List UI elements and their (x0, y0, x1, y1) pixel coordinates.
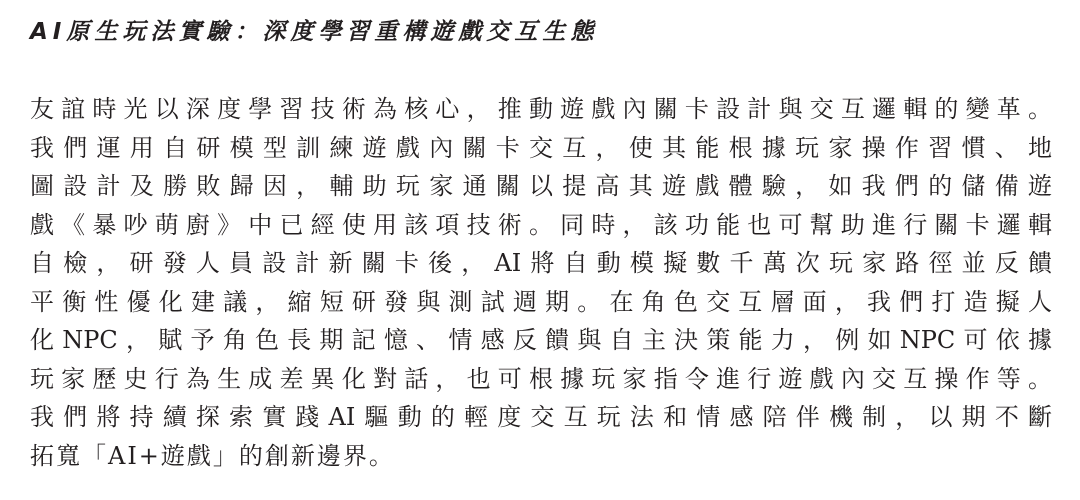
paragraph-line: 圖設計及勝敗歸因，輔助玩家通關以提高其遊戲體驗，如我們的儲備遊 (30, 172, 1052, 200)
paragraph-line: 玩家歷史行為生成差異化對話，也可根據玩家指令進行遊戲內交互操作等。 (30, 364, 1052, 393)
paragraph-line: 我們將持續探索實踐AI驅動的輕度交互玩法和情感陪伴機制，以期不斷 (30, 403, 1052, 431)
paragraph-line: 拓寬「AI+遊戲」的創新邊界。 (30, 441, 395, 470)
body-paragraph (30, 90, 1052, 475)
paragraph-line: 平衡性優化建議，縮短研發與測試週期。在角色交互層面，我們打造擬人 (30, 287, 1052, 316)
paragraph-line: 化NPC，賦予角色長期記憶、情感反饋與自主決策能力，例如NPC可依據 (30, 326, 1052, 354)
section-heading: AI原生玩法實驗：深度學習重構遊戲交互生態 (30, 19, 599, 45)
paragraph-line: 戲《暴吵萌廚》中已經使用該項技術。同時，該功能也可幫助進行關卡邏輯 (30, 210, 1052, 239)
document-page (30, 14, 1052, 470)
paragraph-line: 友誼時光以深度學習技術為核心，推動遊戲內關卡設計與交互邏輯的變革。 (30, 95, 1052, 123)
paragraph-line: 我們運用自研模型訓練遊戲內關卡交互，使其能根據玩家操作習慣、地 (30, 133, 1052, 162)
paragraph-line: 自檢，研發人員設計新關卡後，AI將自動模擬數千萬次玩家路徑並反饋 (30, 249, 1052, 277)
